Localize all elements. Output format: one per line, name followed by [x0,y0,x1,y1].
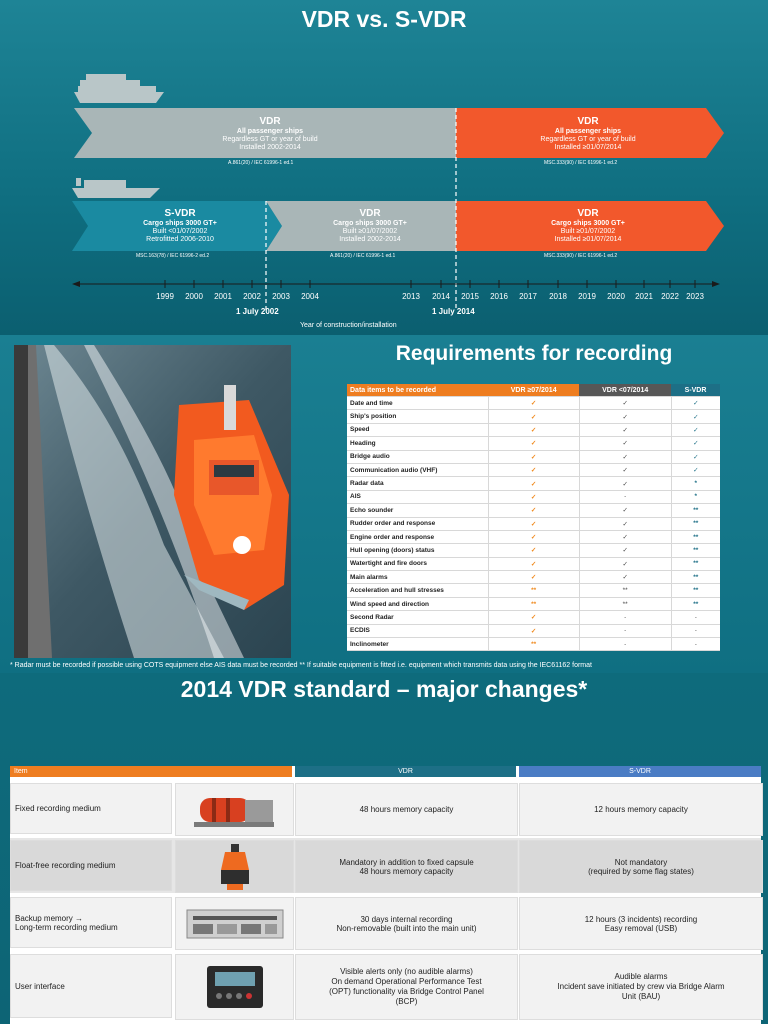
passenger-vdr-new-label [478,116,698,152]
requirement-mark: ✓ [488,463,579,476]
requirements-title: Requirements for recording [395,342,673,365]
col-header-items: Data items to be recorded [347,384,488,397]
year-label: 2000 [185,292,203,301]
requirements-row [347,597,720,610]
requirement-mark: ✓ [488,504,579,517]
requirement-mark: ** [671,544,720,557]
requirements-row [347,463,720,476]
requirements-row [347,450,720,463]
arrow-line: All passenger ships [236,128,304,135]
requirement-mark: ** [488,638,579,651]
float-free-capsule-image [175,840,294,893]
requirement-mark: ✓ [671,423,720,436]
requirements-table-body [347,397,720,651]
requirement-mark: ✓ [488,450,579,463]
requirement-mark: ✓ [579,557,671,570]
requirement-mark: ✓ [579,544,671,557]
main-unit-image [175,897,294,950]
cargo-svdr-label [100,208,260,244]
arrow-line: Cargo ships 3000 GT+ [333,220,407,227]
item-cell: User interface [10,954,172,1018]
requirement-mark: ** [671,530,720,543]
requirement-mark: ✓ [579,397,671,410]
arrow-line: Built <01/07/2002 [152,228,208,235]
requirements-footnote: * Radar must be recorded if possible using COTS equipment else AIS data must be recorded ** If suitable equipment is fitted i.e. equipment which transmits data using the IEC61162 format [10,662,592,669]
arrow-line: Installed ≥01/07/2014 [554,236,622,243]
passenger-vdr-old-label [160,116,380,152]
requirement-mark: ** [488,584,579,597]
arrow-line: Cargo ships 3000 GT+ [551,220,625,227]
year-label: 2013 [402,292,420,301]
requirement-mark: ** [671,504,720,517]
requirement-mark: ✓ [579,437,671,450]
year-label: 2019 [578,292,596,301]
arrow-line: Installed 2002-2014 [339,236,401,243]
requirement-mark: ✓ [488,397,579,410]
requirement-mark: ✓ [671,437,720,450]
requirement-mark: ✓ [579,423,671,436]
data-item-label: Speed [347,423,488,436]
requirement-mark: ✓ [671,463,720,476]
svdr-cell: 12 hours (3 incidents) recording Easy removal (USB) [519,897,763,950]
requirement-mark: ✓ [488,571,579,584]
requirement-mark: ** [671,517,720,530]
requirement-mark: ** [579,584,671,597]
data-item-label: Radar data [347,477,488,490]
requirements-row [347,571,720,584]
data-item-label: AIS [347,490,488,503]
data-item-label: Main alarms [347,571,488,584]
arrow-title: VDR [577,116,599,127]
passenger-std-old: A.861(20) / IEC 61996-1 ed.1 [228,160,294,166]
svdr-cell: Audible alarms Incident save initiated by crew via Bridge Alarm Unit (BAU) [519,954,763,1020]
data-item-label: Heading [347,437,488,450]
pilot-boat-photo [14,345,291,658]
requirement-mark: ✓ [488,530,579,543]
requirement-mark: ** [671,597,720,610]
passenger-ship-icon [74,74,164,103]
year-label: 2002 [243,292,261,301]
arrow-title: S-VDR [164,208,196,219]
changes-table [10,766,761,1024]
requirement-mark: ✓ [579,450,671,463]
requirement-mark: ✓ [488,410,579,423]
year-label: 2020 [607,292,625,301]
arrow-line: Cargo ships 3000 GT+ [143,220,217,227]
requirement-mark: * [671,477,720,490]
requirement-mark: ✓ [579,477,671,490]
arrow-title: VDR [577,208,599,219]
requirement-mark: ✓ [488,517,579,530]
requirements-row [347,611,720,624]
year-label: 2014 [432,292,450,301]
changes-row [10,952,761,1022]
changes-row [10,838,761,893]
arrow-line: Regardless GT or year of build [222,136,318,143]
data-item-label: Wind speed and direction [347,597,488,610]
changes-header-svdr: S-VDR [519,766,761,777]
vdr-cell: 30 days internal recording Non-removable (built into the main unit) [295,897,518,950]
svdr-cell: 12 hours memory capacity [519,783,763,836]
data-item-label: Second Radar [347,611,488,624]
fixed-capsule-image [175,783,294,836]
changes-header-item: Item [10,766,292,777]
svdr-cell: Not mandatory (required by some flag states) [519,840,763,893]
year-label: 2016 [490,292,508,301]
year-label: 2004 [301,292,319,301]
year-label: 2001 [214,292,232,301]
data-item-label: Hull opening (doors) status [347,544,488,557]
col-header-svdr: S-VDR [671,384,720,397]
passenger-std-new: MSC.333(90) / IEC 61996-1 ed.2 [544,160,618,166]
arrow-line: Retrofitted 2006-2010 [146,236,214,243]
requirements-row [347,544,720,557]
requirement-mark: * [671,490,720,503]
vdr-cell: Visible alerts only (no audible alarms) On demand Operational Performance Test (OPT) functionality via Bridge Control Panel (BCP) [295,954,518,1020]
year-label: 2018 [549,292,567,301]
data-item-label: ECDIS [347,624,488,637]
timeline-diagram [0,0,768,335]
bridge-control-panel-image [175,954,294,1020]
requirement-mark: ✓ [579,504,671,517]
major-changes-title: 2014 VDR standard – major changes* [180,676,588,702]
arrow-line: Installed 2002-2014 [239,144,301,151]
requirements-row [347,584,720,597]
year-label: 2021 [635,292,653,301]
vdr-cell: Mandatory in addition to fixed capsule 48 hours memory capacity [295,840,518,893]
data-item-label: Engine order and response [347,530,488,543]
changes-header-vdr: VDR [295,766,516,777]
arrow-title: VDR [359,208,381,219]
changes-row [10,781,761,836]
requirements-row [347,410,720,423]
requirement-mark: - [671,638,720,651]
requirement-mark: ✓ [579,463,671,476]
requirements-row [347,557,720,570]
col-header-vdr-old: VDR <07/2014 [579,384,671,397]
requirement-mark: ✓ [488,423,579,436]
requirement-mark: ** [671,584,720,597]
data-item-label: Watertight and fire doors [347,557,488,570]
requirement-mark: - [579,624,671,637]
requirement-mark: - [579,611,671,624]
requirement-mark: ✓ [579,517,671,530]
requirements-row [347,477,720,490]
year-label: 2023 [686,292,704,301]
requirement-mark: ✓ [488,611,579,624]
requirements-row [347,530,720,543]
data-item-label: Echo sounder [347,504,488,517]
requirement-mark: ✓ [488,490,579,503]
arrow-line: Regardless GT or year of build [540,136,636,143]
requirement-mark: ** [579,597,671,610]
arrow-line: Built ≥01/07/2002 [560,228,616,235]
cargo-std-a: MSC.163(78) / IEC 61996-2 ed.2 [136,253,210,259]
requirement-mark: ✓ [579,410,671,423]
requirement-mark: - [671,611,720,624]
requirement-mark: - [671,624,720,637]
requirement-mark: ✓ [671,450,720,463]
requirements-row [347,490,720,503]
requirements-row [347,517,720,530]
requirement-mark: ✓ [671,397,720,410]
year-label: 2003 [272,292,290,301]
requirement-mark: ** [671,557,720,570]
data-item-label: Communication audio (VHF) [347,463,488,476]
requirement-mark: ✓ [488,477,579,490]
item-cell: Backup memory → Long-term recording medium [10,897,172,948]
requirement-mark: - [579,490,671,503]
year-label: 1999 [156,292,174,301]
year-label: 2017 [519,292,537,301]
requirements-row [347,504,720,517]
vdr-cell: 48 hours memory capacity [295,783,518,836]
requirements-row [347,397,720,410]
requirement-mark: ** [671,571,720,584]
data-item-label: Date and time [347,397,488,410]
arrow-line: Installed ≥01/07/2014 [554,144,622,151]
cargo-std-c: MSC.333(90) / IEC 61996-1 ed.2 [544,253,618,259]
marker-2014: 1 July 2014 [432,307,475,316]
arrow-line: Built ≥01/07/2002 [342,228,398,235]
requirements-row [347,423,720,436]
requirement-mark: - [579,638,671,651]
requirements-row [347,437,720,450]
requirements-row [347,624,720,637]
item-cell: Float-free recording medium [10,840,172,891]
cargo-ship-icon [72,178,160,198]
section1-title: VDR vs. S-VDR [301,6,467,32]
requirement-mark: ✓ [488,557,579,570]
data-item-label: Rudder order and response [347,517,488,530]
marker-2002: 1 July 2002 [236,307,279,316]
requirement-mark: ✓ [579,571,671,584]
data-item-label: Ship's position [347,410,488,423]
changes-row [10,895,761,950]
requirement-mark: ✓ [579,530,671,543]
requirement-mark: ** [488,597,579,610]
cargo-vdr-new-label [478,208,698,244]
arrow-line: All passenger ships [554,128,622,135]
year-label: 2015 [461,292,479,301]
arrow-title: VDR [259,116,281,127]
cargo-vdr-old-label [290,208,450,244]
axis-label: Year of construction/installation [300,322,397,329]
data-item-label: Bridge audio [347,450,488,463]
cargo-std-b: A.861(20) / IEC 61996-1 ed.1 [330,253,396,259]
item-cell: Fixed recording medium [10,783,172,834]
requirements-table [347,384,720,651]
data-item-label: Inclinometer [347,638,488,651]
year-label: 2022 [661,292,679,301]
requirement-mark: ✓ [488,437,579,450]
col-header-vdr-new: VDR ≥07/2014 [488,384,579,397]
requirements-row [347,638,720,651]
requirement-mark: ✓ [488,544,579,557]
requirement-mark: ✓ [488,624,579,637]
requirement-mark: ✓ [671,410,720,423]
data-item-label: Acceleration and hull stresses [347,584,488,597]
